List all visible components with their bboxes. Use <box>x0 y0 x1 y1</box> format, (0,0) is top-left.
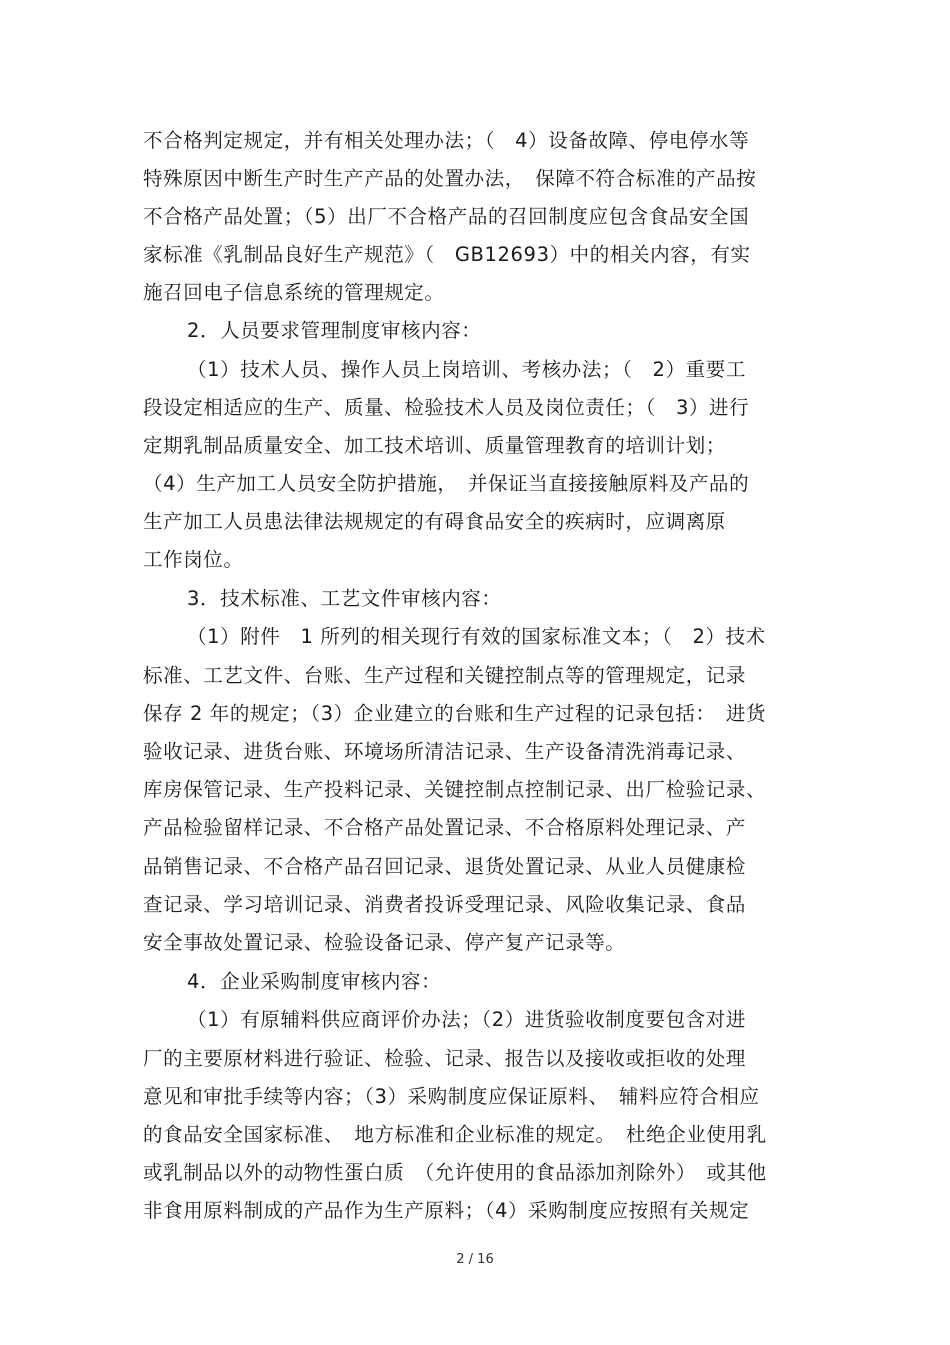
text-line: 施召回电子信息系统的管理规定。 <box>143 281 445 304</box>
text-line: 保存 2 年的规定；（3）企业建立的台账和生产过程的记录包括： 进货 <box>143 702 767 725</box>
text-line: （1）有原辅料供应商评价办法；（2）进货验收制度要包含对进 <box>187 1008 746 1031</box>
text-line: 标准、工艺文件、台账、生产过程和关键控制点等的管理规定，记录 <box>143 664 747 687</box>
text-line: （1）技术人员、操作人员上岗培训、考核办法；（ 2）重要工 <box>187 358 746 381</box>
section-heading: 3．技术标准、工艺文件审核内容： <box>187 587 502 610</box>
text-line: 不合格产品处置；（5）出厂不合格产品的召回制度应包含食品安全国 <box>143 205 750 228</box>
text-line: 安全事故处置记录、检验设备记录、停产复产记录等。 <box>143 931 626 954</box>
text-line: （4）生产加工人员安全防护措施， 并保证当直接接触原料及产品的 <box>143 472 750 495</box>
page-number: 2 / 16 <box>456 1252 494 1267</box>
text-line: 工作岗位。 <box>143 548 244 571</box>
text-line: 特殊原因中断生产时生产产品的处置办法， 保障不符合标准的产品按 <box>143 167 757 190</box>
text-line: 段设定相适应的生产、质量、检验技术人员及岗位责任；（ 3）进行 <box>143 396 750 419</box>
text-line: 查记录、学习培训记录、消费者投诉受理记录、风险收集记录、食品 <box>143 893 747 916</box>
text-line: 库房保管记录、生产投料记录、关键控制点控制记录、出厂检验记录、 <box>143 778 767 801</box>
text-line: 验收记录、进货台账、环境场所清洁记录、生产设备清洗消毒记录、 <box>143 740 747 763</box>
text-line: 生产加工人员患法律法规规定的有碍食品安全的疾病时，应调离原 <box>143 510 726 533</box>
text-line: 产品检验留样记录、不合格产品处置记录、不合格原料处理记录、产 <box>143 816 747 839</box>
text-line: 不合格判定规定，并有相关处理办法；（ 4）设备故障、停电停水等 <box>143 129 750 152</box>
text-line: 定期乳制品质量安全、加工技术培训、质量管理教育的培训计划； <box>143 434 726 457</box>
text-line: 的食品安全国家标准、 地方标准和企业标准的规定。 杜绝企业使用乳 <box>143 1123 767 1146</box>
text-line: 家标准《乳制品良好生产规范》（ GB12693）中的相关内容，有实 <box>143 243 751 266</box>
text-line: 意见和审批手续等内容；（3）采购制度应保证原料、 辅料应符合相应 <box>143 1085 760 1108</box>
text-line: 非食用原料制成的产品作为生产原料；（4）采购制度应按照有关规定 <box>143 1199 750 1222</box>
text-line: （1）附件 1 所列的相关现行有效的国家标准文本；（ 2）技术 <box>187 625 766 648</box>
text-line: 厂的主要原材料进行验证、检验、记录、报告以及接收或拒收的处理 <box>143 1047 747 1070</box>
text-line: 或乳制品以外的动物性蛋白质 （允许使用的食品添加剂除外） 或其他 <box>143 1161 767 1184</box>
section-heading: 2．人员要求管理制度审核内容： <box>187 319 482 342</box>
section-heading: 4．企业采购制度审核内容： <box>187 970 442 993</box>
text-line: 品销售记录、不合格产品召回记录、退货处置记录、从业人员健康检 <box>143 855 747 878</box>
